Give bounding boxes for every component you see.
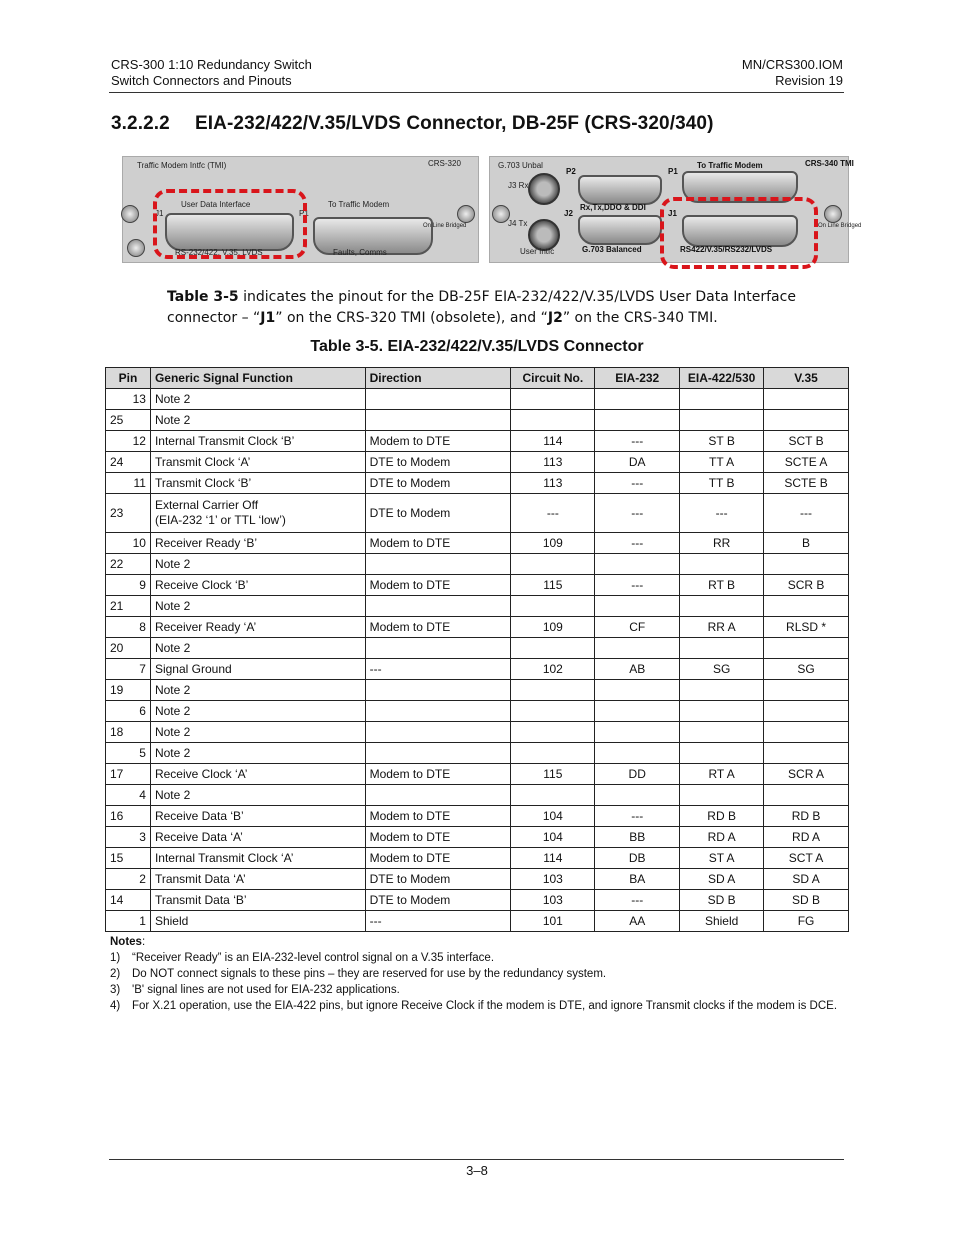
table-header-row bbox=[106, 368, 849, 389]
v35-cell: FG bbox=[764, 911, 849, 932]
note-number: 3) bbox=[110, 984, 121, 996]
doc-title: CRS-300 1:10 Redundancy Switch bbox=[111, 57, 312, 72]
table-row bbox=[106, 533, 849, 554]
col-header-pin: Pin bbox=[106, 368, 151, 389]
eia422-cell: RT B bbox=[680, 575, 764, 596]
eia422-cell bbox=[680, 596, 764, 617]
photo-label-to-modem: To Traffic Modem bbox=[328, 200, 390, 209]
circuit-cell bbox=[511, 722, 595, 743]
photo-label-user: User Intfc bbox=[520, 247, 555, 256]
header-rule bbox=[109, 92, 844, 93]
table-row bbox=[106, 431, 849, 452]
eia232-cell bbox=[595, 680, 680, 701]
paragraph-text: ” on the CRS-320 TMI (obsolete), and “ bbox=[275, 310, 548, 326]
function-cell: Note 2 bbox=[150, 389, 365, 410]
v35-cell: RLSD * bbox=[764, 617, 849, 638]
function-cell: Receiver Ready ‘B’ bbox=[150, 533, 365, 554]
function-cell: Receive Data ‘A’ bbox=[150, 827, 365, 848]
col-header-v35: V.35 bbox=[764, 368, 849, 389]
chapter-title: Switch Connectors and Pinouts bbox=[111, 73, 292, 88]
circuit-cell: 114 bbox=[511, 848, 595, 869]
photo-label-p1: P1 bbox=[668, 167, 678, 176]
table-row bbox=[106, 722, 849, 743]
direction-cell bbox=[365, 743, 511, 764]
notes-section: Notes: 1) “Receiver Ready” is an EIA-232-level control signal on a V.35 interface. 2) Do NOT connect signals to these pins – they are reserved for use by the redundancy system. 3) 'B' signal lines are not used for EIA-232 applications. 4) For X.21 operation, use the EIA-422 pins, but ignore Receive Clock if the modem is DTE, and ignore Transmit clocks if the modem is DCE. bbox=[110, 936, 838, 1012]
direction-cell: DTE to Modem bbox=[365, 890, 511, 911]
direction-cell bbox=[365, 638, 511, 659]
eia232-cell bbox=[595, 410, 680, 431]
v35-cell bbox=[764, 596, 849, 617]
photo-label-to-modem: To Traffic Modem bbox=[697, 161, 763, 170]
function-cell: Receive Clock ‘A’ bbox=[150, 764, 365, 785]
eia422-cell: RR bbox=[680, 533, 764, 554]
photo-label-j2: J2 bbox=[564, 209, 573, 218]
v35-cell: --- bbox=[764, 494, 849, 533]
eia422-cell: RT A bbox=[680, 764, 764, 785]
circuit-cell: 113 bbox=[511, 473, 595, 494]
note-number: 4) bbox=[110, 1000, 121, 1012]
function-cell: Internal Transmit Clock ‘B’ bbox=[150, 431, 365, 452]
photo-label-j3: J3 Rx bbox=[508, 181, 529, 190]
direction-cell bbox=[365, 596, 511, 617]
table-caption: Table 3-5. EIA-232/422/V.35/LVDS Connector bbox=[310, 338, 644, 355]
eia422-cell: SD A bbox=[680, 869, 764, 890]
photo-label-connector: RS422/V.35/RS232/LVDS bbox=[680, 245, 773, 254]
db25-connector-p2 bbox=[578, 175, 662, 205]
crs340-panel-photo bbox=[489, 156, 862, 263]
photo-label-g703: G.703 Unbal bbox=[498, 161, 543, 170]
eia232-cell: --- bbox=[595, 890, 680, 911]
circuit-cell: 104 bbox=[511, 806, 595, 827]
pin-cell: 3 bbox=[106, 827, 151, 848]
eia232-cell: AB bbox=[595, 659, 680, 680]
eia232-cell bbox=[595, 554, 680, 575]
pin-cell: 12 bbox=[106, 431, 151, 452]
eia422-cell bbox=[680, 722, 764, 743]
eia422-cell: RR A bbox=[680, 617, 764, 638]
circuit-cell bbox=[511, 680, 595, 701]
screw-icon bbox=[121, 205, 139, 223]
v35-cell bbox=[764, 680, 849, 701]
table-row bbox=[106, 680, 849, 701]
note-number: 2) bbox=[110, 968, 121, 980]
function-cell: Receiver Ready ‘A’ bbox=[150, 617, 365, 638]
note-text: 'B' signal lines are not used for EIA-232 applications. bbox=[132, 984, 400, 996]
eia232-cell: BB bbox=[595, 827, 680, 848]
pin-cell: 18 bbox=[106, 722, 151, 743]
eia422-cell bbox=[680, 743, 764, 764]
circuit-cell bbox=[511, 743, 595, 764]
v35-cell: RD A bbox=[764, 827, 849, 848]
pin-cell: 24 bbox=[106, 452, 151, 473]
pin-cell: 15 bbox=[106, 848, 151, 869]
table-row bbox=[106, 638, 849, 659]
v35-cell: SCT A bbox=[764, 848, 849, 869]
v35-cell bbox=[764, 722, 849, 743]
photo-label-p1: P1 bbox=[299, 209, 309, 218]
eia422-cell: TT B bbox=[680, 473, 764, 494]
photo-label-p2: P2 bbox=[566, 167, 576, 176]
direction-cell bbox=[365, 554, 511, 575]
circuit-cell: 115 bbox=[511, 764, 595, 785]
col-header-eia422: EIA-422/530 bbox=[680, 368, 764, 389]
eia422-cell bbox=[680, 785, 764, 806]
intro-paragraph bbox=[167, 287, 807, 329]
v35-cell bbox=[764, 554, 849, 575]
photo-label-tmi: Traffic Modem Intfc (TMI) bbox=[137, 161, 227, 170]
eia422-cell: --- bbox=[680, 494, 764, 533]
pin-cell: 22 bbox=[106, 554, 151, 575]
table-row bbox=[106, 617, 849, 638]
circuit-cell bbox=[511, 389, 595, 410]
function-cell: Note 2 bbox=[150, 785, 365, 806]
table-row bbox=[106, 911, 849, 932]
function-line: External Carrier Off bbox=[154, 498, 259, 512]
direction-cell: Modem to DTE bbox=[365, 764, 511, 785]
circuit-cell: 103 bbox=[511, 869, 595, 890]
function-cell bbox=[150, 494, 365, 533]
notes-title: Notes bbox=[110, 936, 142, 948]
eia232-cell: DA bbox=[595, 452, 680, 473]
eia422-cell: RD B bbox=[680, 806, 764, 827]
function-cell: Note 2 bbox=[150, 743, 365, 764]
j1-ref: J1 bbox=[260, 310, 276, 326]
pin-cell: 4 bbox=[106, 785, 151, 806]
circuit-cell: 109 bbox=[511, 533, 595, 554]
note-text: Do NOT connect signals to these pins – they are reserved for use by the redundancy system. bbox=[132, 968, 607, 980]
pin-cell: 9 bbox=[106, 575, 151, 596]
pin-cell: 11 bbox=[106, 473, 151, 494]
pin-cell: 25 bbox=[106, 410, 151, 431]
screw-icon bbox=[492, 205, 510, 223]
function-cell: Note 2 bbox=[150, 722, 365, 743]
table-row bbox=[106, 494, 849, 533]
circuit-cell bbox=[511, 785, 595, 806]
eia232-cell: CF bbox=[595, 617, 680, 638]
function-cell: Transmit Clock ‘B’ bbox=[150, 473, 365, 494]
eia422-cell bbox=[680, 680, 764, 701]
function-cell: Transmit Clock ‘A’ bbox=[150, 452, 365, 473]
pin-cell: 14 bbox=[106, 890, 151, 911]
circuit-cell: 109 bbox=[511, 617, 595, 638]
eia232-cell: DB bbox=[595, 848, 680, 869]
circuit-cell: 113 bbox=[511, 452, 595, 473]
eia232-cell bbox=[595, 743, 680, 764]
paragraph-text: indicates the pinout for the DB-25F EIA-232/422/V.35/LVDS User Data Interface connector – “ bbox=[167, 289, 796, 326]
direction-cell bbox=[365, 701, 511, 722]
eia422-cell: SD B bbox=[680, 890, 764, 911]
circuit-cell: 104 bbox=[511, 827, 595, 848]
circuit-cell: 102 bbox=[511, 659, 595, 680]
screw-icon bbox=[457, 205, 475, 223]
col-header-circuit: Circuit No. bbox=[511, 368, 595, 389]
note-item bbox=[110, 982, 837, 998]
table-ref: Table 3-5 bbox=[167, 289, 239, 305]
screw-icon bbox=[127, 239, 145, 257]
direction-cell bbox=[365, 722, 511, 743]
pin-cell: 13 bbox=[106, 389, 151, 410]
note-item bbox=[110, 966, 837, 982]
table-row bbox=[106, 806, 849, 827]
running-header-right bbox=[742, 57, 843, 89]
direction-cell: Modem to DTE bbox=[365, 806, 511, 827]
v35-cell bbox=[764, 389, 849, 410]
pin-cell: 20 bbox=[106, 638, 151, 659]
photo-label-online: On Line Bridged bbox=[818, 223, 862, 229]
circuit-cell bbox=[511, 701, 595, 722]
footer-rule bbox=[109, 1159, 844, 1160]
eia232-cell bbox=[595, 638, 680, 659]
table-row bbox=[106, 869, 849, 890]
table-row bbox=[106, 659, 849, 680]
direction-cell bbox=[365, 680, 511, 701]
eia422-cell bbox=[680, 638, 764, 659]
photo-label-udi: User Data Interface bbox=[181, 200, 251, 209]
direction-cell bbox=[365, 410, 511, 431]
pin-cell: 19 bbox=[106, 680, 151, 701]
v35-cell: SD A bbox=[764, 869, 849, 890]
function-cell: Transmit Data ‘B’ bbox=[150, 890, 365, 911]
eia422-cell: Shield bbox=[680, 911, 764, 932]
v35-cell: SCR A bbox=[764, 764, 849, 785]
col-header-function: Generic Signal Function bbox=[150, 368, 365, 389]
direction-cell: --- bbox=[365, 659, 511, 680]
table-row bbox=[106, 389, 849, 410]
section-title: EIA-232/422/V.35/LVDS Connector, DB-25F (CRS-320/340) bbox=[195, 113, 714, 134]
function-cell: Note 2 bbox=[150, 638, 365, 659]
function-cell: Note 2 bbox=[150, 680, 365, 701]
direction-cell: DTE to Modem bbox=[365, 473, 511, 494]
j2-highlight bbox=[660, 197, 818, 269]
circuit-cell bbox=[511, 638, 595, 659]
photo-label-faults: Faults, Comms bbox=[333, 248, 387, 257]
running-header-left bbox=[111, 57, 312, 89]
direction-cell: DTE to Modem bbox=[365, 452, 511, 473]
note-text: “Receiver Ready” is an EIA-232-level control signal on a V.35 interface. bbox=[132, 952, 495, 964]
v35-cell: SCTE B bbox=[764, 473, 849, 494]
photo-label-model: CRS-320 bbox=[428, 159, 461, 168]
eia422-cell: RD A bbox=[680, 827, 764, 848]
note-item bbox=[110, 950, 837, 966]
direction-cell: Modem to DTE bbox=[365, 431, 511, 452]
direction-cell: DTE to Modem bbox=[365, 494, 511, 533]
table-row bbox=[106, 410, 849, 431]
col-header-direction: Direction bbox=[365, 368, 511, 389]
pin-cell: 5 bbox=[106, 743, 151, 764]
eia232-cell: --- bbox=[595, 473, 680, 494]
function-cell: Receive Data ‘B’ bbox=[150, 806, 365, 827]
circuit-cell: 103 bbox=[511, 890, 595, 911]
page-number: 3–8 bbox=[466, 1163, 488, 1178]
eia232-cell: --- bbox=[595, 806, 680, 827]
direction-cell: Modem to DTE bbox=[365, 827, 511, 848]
eia422-cell: TT A bbox=[680, 452, 764, 473]
circuit-cell bbox=[511, 554, 595, 575]
eia422-cell: ST B bbox=[680, 431, 764, 452]
eia232-cell: --- bbox=[595, 533, 680, 554]
eia232-cell bbox=[595, 722, 680, 743]
pin-cell: 23 bbox=[106, 494, 151, 533]
direction-cell: DTE to Modem bbox=[365, 869, 511, 890]
table-row bbox=[106, 473, 849, 494]
direction-cell bbox=[365, 785, 511, 806]
pin-cell: 1 bbox=[106, 911, 151, 932]
circuit-cell bbox=[511, 596, 595, 617]
eia232-cell bbox=[595, 701, 680, 722]
function-cell: Transmit Data ‘A’ bbox=[150, 869, 365, 890]
pin-cell: 10 bbox=[106, 533, 151, 554]
function-cell: Note 2 bbox=[150, 410, 365, 431]
pin-cell: 2 bbox=[106, 869, 151, 890]
v35-cell: SCTE A bbox=[764, 452, 849, 473]
pinout-table bbox=[105, 367, 849, 932]
v35-cell: SCT B bbox=[764, 431, 849, 452]
photo-label-j1: J1 bbox=[668, 209, 677, 218]
function-cell: Note 2 bbox=[150, 596, 365, 617]
pin-cell: 6 bbox=[106, 701, 151, 722]
pin-cell: 8 bbox=[106, 617, 151, 638]
table-row bbox=[106, 596, 849, 617]
eia232-cell: --- bbox=[595, 494, 680, 533]
table-row bbox=[106, 554, 849, 575]
eia422-cell: ST A bbox=[680, 848, 764, 869]
eia422-cell bbox=[680, 701, 764, 722]
eia232-cell: BA bbox=[595, 869, 680, 890]
v35-cell bbox=[764, 743, 849, 764]
note-item bbox=[110, 998, 837, 1014]
table-row bbox=[106, 575, 849, 596]
function-cell: Shield bbox=[150, 911, 365, 932]
col-header-eia232: EIA-232 bbox=[595, 368, 680, 389]
function-line: (EIA-232 ‘1’ or TTL ‘low’) bbox=[154, 513, 286, 527]
eia422-cell bbox=[680, 389, 764, 410]
section-heading bbox=[111, 113, 714, 135]
eia232-cell: AA bbox=[595, 911, 680, 932]
j1-highlight bbox=[153, 189, 307, 259]
doc-number: MN/CRS300.IOM bbox=[741, 57, 843, 72]
pin-cell: 16 bbox=[106, 806, 151, 827]
circuit-cell: 101 bbox=[511, 911, 595, 932]
direction-cell: Modem to DTE bbox=[365, 848, 511, 869]
function-cell: Note 2 bbox=[150, 701, 365, 722]
photo-label-j4: J4 Tx bbox=[508, 219, 528, 228]
table-row bbox=[106, 743, 849, 764]
eia232-cell: DD bbox=[595, 764, 680, 785]
eia422-cell: SG bbox=[680, 659, 764, 680]
eia422-cell bbox=[680, 554, 764, 575]
circuit-cell: --- bbox=[511, 494, 595, 533]
table-row bbox=[106, 701, 849, 722]
v35-cell: SCR B bbox=[764, 575, 849, 596]
j2-ref: J2 bbox=[547, 310, 563, 326]
v35-cell bbox=[764, 638, 849, 659]
direction-cell: --- bbox=[365, 911, 511, 932]
circuit-cell bbox=[511, 410, 595, 431]
crs320-panel-photo bbox=[122, 156, 479, 263]
v35-cell bbox=[764, 785, 849, 806]
function-cell: Note 2 bbox=[150, 554, 365, 575]
direction-cell: Modem to DTE bbox=[365, 533, 511, 554]
revision: Revision 19 bbox=[775, 73, 843, 88]
v35-cell bbox=[764, 410, 849, 431]
circuit-cell: 114 bbox=[511, 431, 595, 452]
direction-cell bbox=[365, 389, 511, 410]
section-number: 3.2.2.2 bbox=[111, 113, 170, 134]
note-text: For X.21 operation, use the EIA-422 pins, but ignore Receive Clock if the modem is DTE, and ignore Transmit clocks if the modem is DCE. bbox=[132, 1000, 838, 1012]
table-row bbox=[106, 764, 849, 785]
photo-label-rxtx: Rx,Tx,DDO & DDI bbox=[580, 203, 646, 212]
pin-cell: 17 bbox=[106, 764, 151, 785]
eia232-cell bbox=[595, 596, 680, 617]
direction-cell: Modem to DTE bbox=[365, 575, 511, 596]
bnc-connector-j3 bbox=[528, 173, 560, 205]
screw-icon bbox=[824, 205, 842, 223]
eia232-cell: --- bbox=[595, 431, 680, 452]
table-row bbox=[106, 827, 849, 848]
db25-connector-j2 bbox=[578, 215, 662, 245]
pin-cell: 7 bbox=[106, 659, 151, 680]
table-row bbox=[106, 848, 849, 869]
v35-cell: RD B bbox=[764, 806, 849, 827]
photo-label-connector: RS-232/422, V.35, LVDS bbox=[175, 248, 263, 257]
eia422-cell bbox=[680, 410, 764, 431]
eia232-cell bbox=[595, 785, 680, 806]
photo-label-model: CRS-340 TMI bbox=[805, 159, 854, 168]
eia232-cell: --- bbox=[595, 575, 680, 596]
circuit-cell: 115 bbox=[511, 575, 595, 596]
table-row bbox=[106, 785, 849, 806]
table-row bbox=[106, 890, 849, 911]
note-number: 1) bbox=[110, 952, 121, 964]
photo-label-balanced: G.703 Balanced bbox=[582, 245, 642, 254]
v35-cell bbox=[764, 701, 849, 722]
table-row bbox=[106, 452, 849, 473]
v35-cell: SD B bbox=[764, 890, 849, 911]
v35-cell: B bbox=[764, 533, 849, 554]
function-cell: Signal Ground bbox=[150, 659, 365, 680]
function-cell: Receive Clock ‘B’ bbox=[150, 575, 365, 596]
function-cell: Internal Transmit Clock ‘A’ bbox=[150, 848, 365, 869]
photo-label-online: On Line Bridged bbox=[423, 223, 467, 229]
direction-cell: Modem to DTE bbox=[365, 617, 511, 638]
photo-label-j1: J1 bbox=[155, 209, 164, 218]
paragraph-text: ” on the CRS-340 TMI. bbox=[562, 310, 718, 326]
v35-cell: SG bbox=[764, 659, 849, 680]
eia232-cell bbox=[595, 389, 680, 410]
pin-cell: 21 bbox=[106, 596, 151, 617]
